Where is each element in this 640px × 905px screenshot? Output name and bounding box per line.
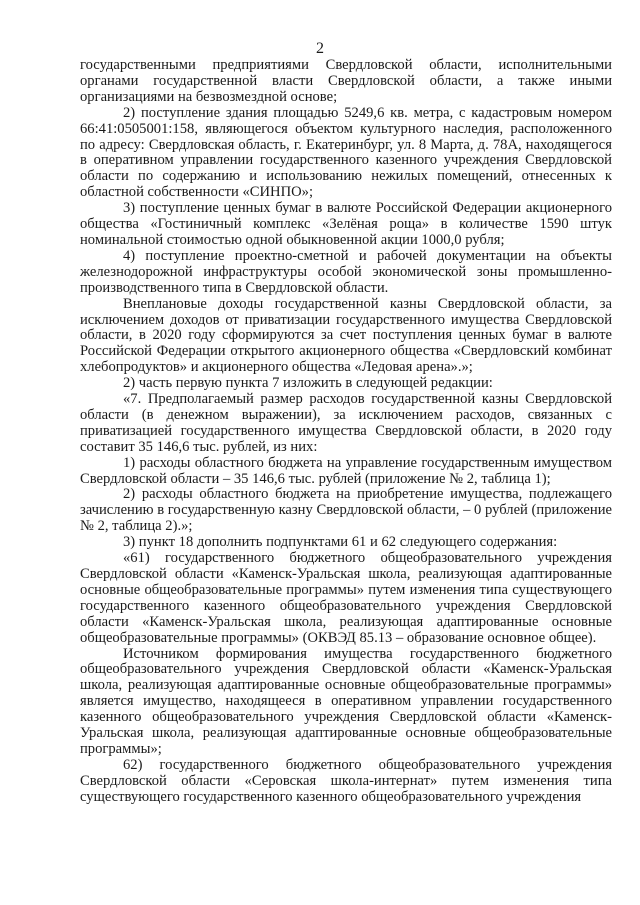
paragraph: Внеплановые доходы государственной казны Свердловской области, за исключением доходов от приватизации государственного имущества Свердловской области, в 2020 году сформируются за счет поступления ценных бумаг в валюте Российской Федерации открытого акционерного общества «Свердловский комбинат хлебопродуктов» и акционерного общества «Ледовая арена».»; <box>80 295 612 376</box>
paragraph: 4) поступление проектно-сметной и рабочей документации на объекты железнодорожной инфраструктуры особой экономической зоны промышленно-производственного типа в Свердловской области. <box>80 247 612 296</box>
paragraph: Источником формирования имущества государственного бюджетного общеобразовательного учреждения Свердловской области «Каменск-Уральская школа, реализующая адаптированные основные общеобразовательные программы» является имущество, находящееся в оперативном управлении государственного казенного общеобразовательного учреждения Свердловской области «Каменск-Уральская школа, реализующая адаптированные основные общеобразовательные программы»; <box>80 645 612 757</box>
paragraph: 3) пункт 18 дополнить подпунктами 61 и 62 следующего содержания: <box>123 534 558 551</box>
paragraph: 2) часть первую пункта 7 изложить в следующей редакции: <box>123 375 493 392</box>
paragraph: 1) расходы областного бюджета на управление государственным имуществом Свердловской области – 35 146,6 тыс. рублей (приложение № 2, таблица 1); <box>80 454 612 487</box>
paragraph: 62) государственного бюджетного общеобразовательного учреждения Свердловской области «Серовская школа-интернат» путем изменения типа существующего государственного казенного общеобразовательного учреждения <box>80 756 612 805</box>
paragraph: 3) поступление ценных бумаг в валюте Российской Федерации акционерного общества «Гостиничный комплекс «Зелёная роща» в количестве 1590 штук номинальной стоимостью одной обыкновенной акции 1000,0 рубля; <box>80 200 612 248</box>
paragraph: «7. Предполагаемый размер расходов государственной казны Свердловской области (в денежном выражении), за исключением расходов, связанных с приватизацией государственного имущества Свердловской области, в 2020 году составит 35 146,6 тыс. рублей, из них: <box>80 391 612 455</box>
paragraph: государственными предприятиями Свердловской области, исполнительными органами государственной власти Свердловской области, а также иными организациями на безвозмездной основе; <box>80 57 612 105</box>
paragraph: 2) поступление здания площадью 5249,6 кв. метра, с кадастровым номером 66:41:0505001:158, являющегося объектом культурного наследия, расположенного по адресу: Свердловская область, г. Екатеринбург, ул. 8 Марта, д. 78А, находящегося в оперативном управлении государственного казенного учреждения Свердловской области по содержанию и использованию нежилых помещений, отнесенных к областной собственности «СИНПО»; <box>80 104 612 201</box>
paragraph: 2) расходы областного бюджета на приобретение имущества, подлежащего зачислению в государственную казну Свердловской области, – 0 рублей (приложение № 2, таблица 2).»; <box>80 486 612 535</box>
document-body <box>80 58 612 806</box>
page-number: 2 <box>316 40 324 57</box>
paragraph: «61) государственного бюджетного общеобразовательного учреждения Свердловской области «Каменск-Уральская школа, реализующая адаптированные основные общеобразовательные программы» путем изменения типа существующего государственного казенного общеобразовательного учреждения Свердловской области «Каменск-Уральская школа, реализующая адаптированные основные общеобразовательные программы» (ОКВЭД 85.13 – образование основное общее). <box>80 550 612 646</box>
